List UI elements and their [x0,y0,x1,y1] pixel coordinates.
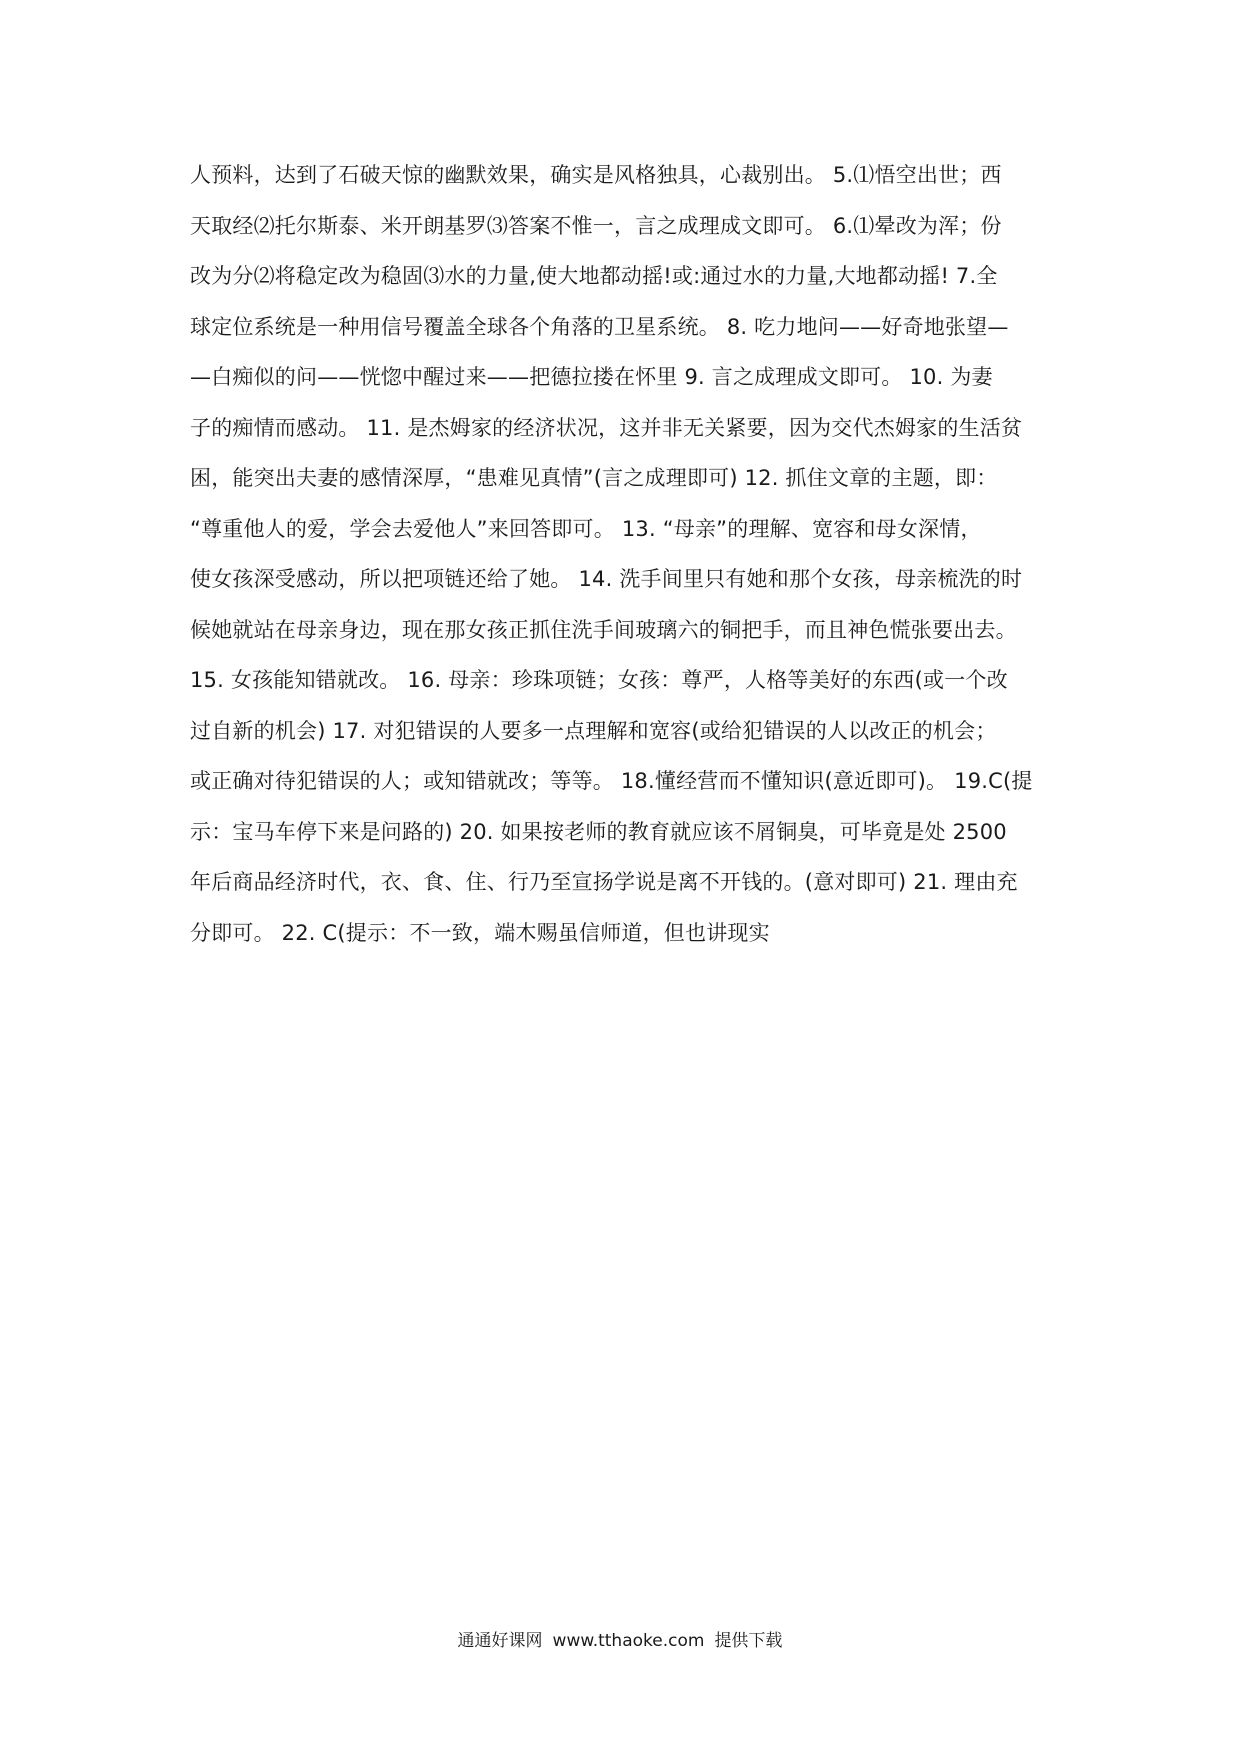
text-line: 年后商品经济时代，衣、食、住、行乃至宣扬学说是离不开钱的。(意对即可) 21. 理由充 [190,870,1018,894]
footer-tagline: 提供下载 [714,1631,783,1651]
text-line: 天取经⑵托尔斯泰、米开朗基罗⑶答案不惟一，言之成理成文即可。 6.⑴晕改为浑；份 [190,213,1002,238]
text-line: 过自新的机会) 17. 对犯错误的人要多一点理解和宽容(或给犯错误的人以改正的机会； [190,718,997,743]
text-line: 困，能突出夫妻的感情深厚，“患难见真情”(言之成理即可) 12. 抓住文章的主题，即： [190,466,998,490]
text-line: 子的痴情而感动。 11. 是杰姆家的经济状况，这并非无关紧要，因为交代杰姆家的生活贫 [190,415,1023,440]
text-line: “尊重他人的爱，学会去爱他人”来回答即可。 13. “母亲”的理解、宽容和母女深情， [190,516,982,541]
text-line: —白痴似的问——恍惚中醒过来——把德拉搂在怀里 9. 言之成理成文即可。 10. 为妻 [190,365,993,389]
footer-url-link[interactable]: www.tthaoke.com [552,1631,705,1651]
text-line: 或正确对待犯错误的人；或知错就改；等等。 18.懂经营而不懂知识(意近即可)。 19.C(提 [190,769,1033,793]
answer-text-block [190,150,1060,958]
text-line: 15. 女孩能知错就改。 16. 母亲：珍珠项链；女孩：尊严，人格等美好的东西(或一个改 [190,668,1008,692]
text-line: 球定位系统是一种用信号覆盖全球各个角落的卫星系统。 8. 吃力地问——好奇地张望— [190,314,1009,339]
page-footer [0,1626,1240,1651]
text-line: 分即可。 22. C(提示：不一致，端木赐虽信师道，但也讲现实 [190,920,770,945]
text-line: 改为分⑵将稳定改为稳固⑶水的力量,使大地都动摇!或:通过水的力量,大地都动摇! 7.全 [190,264,998,288]
footer-site-name: 通通好课网 [457,1631,543,1651]
text-line: 候她就站在母亲身边，现在那女孩正抓住洗手间玻璃六的铜把手，而且神色慌张要出去。 [190,617,1017,642]
text-line: 示：宝马车停下来是问路的) 20. 如果按老师的教育就应该不屑铜臭，可毕竟是处 2500 [190,819,1007,844]
text-line: 人预料，达到了石破天惊的幽默效果，确实是风格独具，心裁别出。 5.⑴悟空出世；西 [190,163,1002,187]
text-line: 使女孩深受感动，所以把项链还给了她。 14. 洗手间里只有她和那个女孩，母亲梳洗的时 [190,567,1023,591]
